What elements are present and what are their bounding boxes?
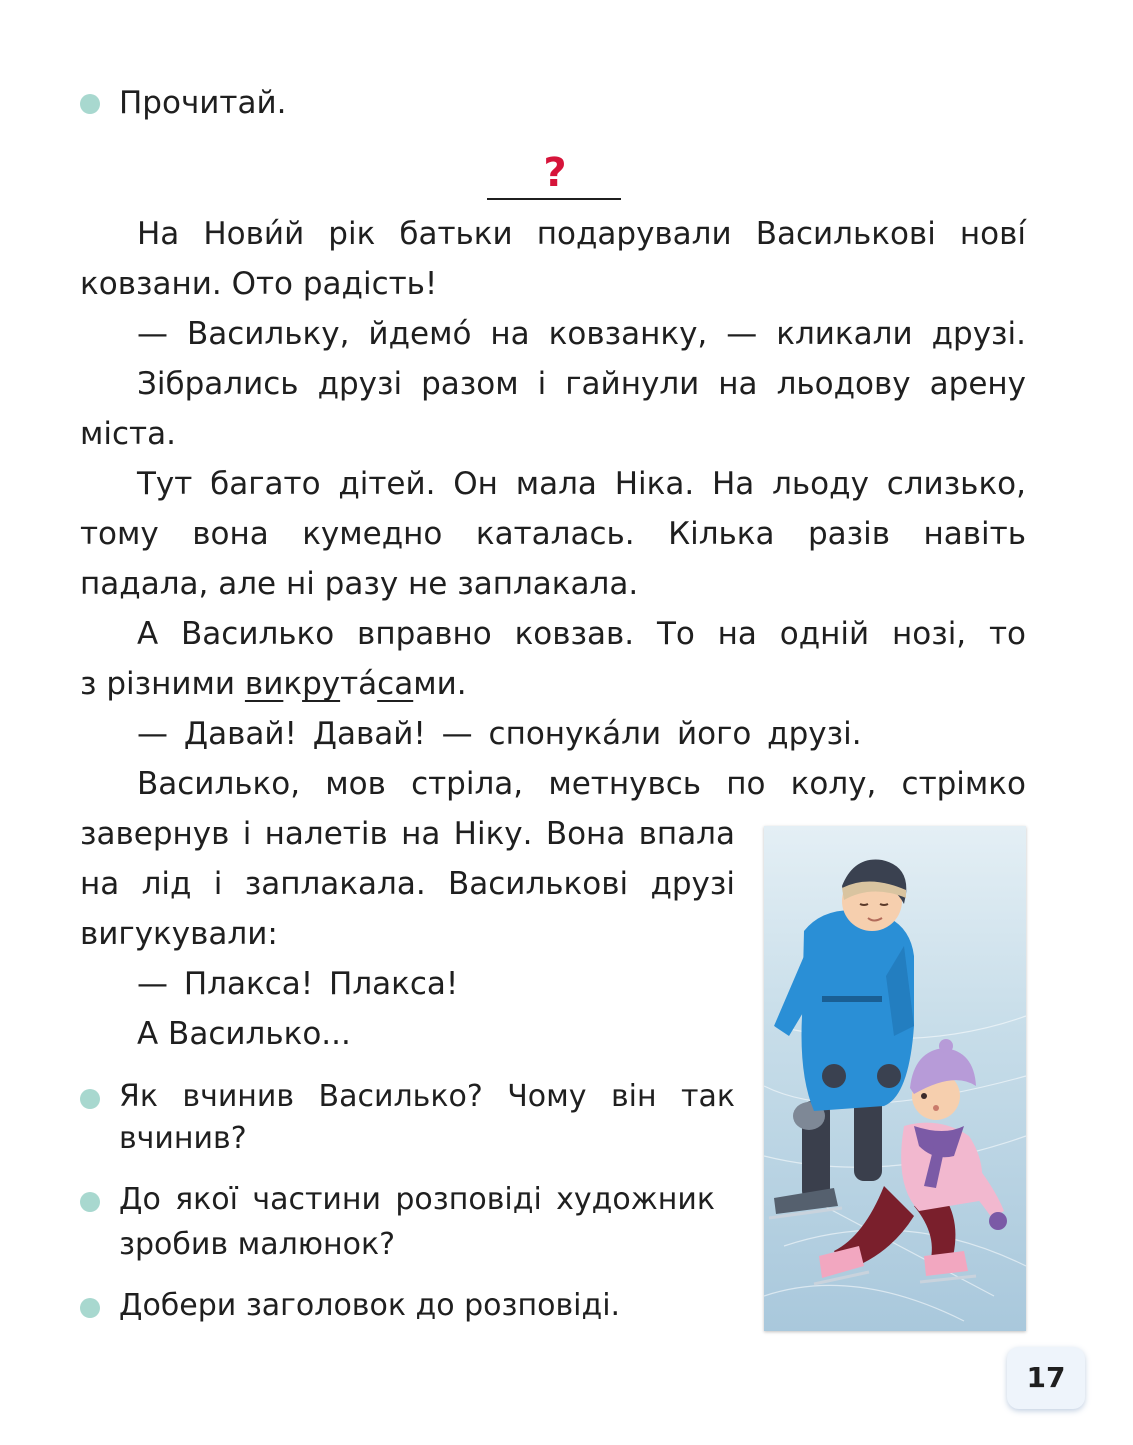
story-line: міста.	[80, 416, 176, 452]
page-number: 17	[1007, 1347, 1085, 1409]
story-line: завернув і налетів на Ніку. Вона впала	[80, 816, 735, 852]
story-line: А Василько...	[137, 1016, 351, 1052]
instruction-text: Прочитай.	[119, 85, 287, 121]
story-line: ковзани. Ото радість!	[80, 266, 438, 302]
title-question-mark: ?	[543, 150, 567, 196]
task-line: До якої частини розповіді художник	[119, 1182, 715, 1217]
syllable: та́	[340, 666, 378, 702]
story-line-with-syllables	[80, 659, 467, 709]
bullet-icon	[80, 1089, 100, 1109]
syllable-underlined: ви	[244, 666, 284, 702]
bullet-icon	[80, 1298, 100, 1318]
task-line: зробив малюнок?	[119, 1227, 396, 1262]
story-line: А Василько вправно ковзав. То на одній нозі, то	[137, 616, 1026, 652]
title-blank-line	[487, 198, 621, 200]
syllable-underlined: са	[377, 666, 414, 702]
story-line: на лід і заплакала. Васильковi друзі	[80, 866, 735, 902]
task-line: вчинив?	[119, 1121, 247, 1156]
syllable: ми.	[413, 666, 467, 702]
story-line: Зібрались друзі разом і гайнули на льодову арену	[137, 366, 1026, 402]
task-line: Як вчинив Василько? Чому він так	[119, 1079, 735, 1114]
bullet-icon	[80, 1192, 100, 1212]
skating-children-icon	[764, 826, 1026, 1331]
syllable-underlined: ру	[302, 666, 341, 702]
story-line: падала, але ні разу не заплакала.	[80, 566, 639, 602]
syllable: к	[283, 666, 303, 702]
story-line: Василько, мов стріла, метнувсь по колу, стрімко	[137, 766, 1026, 802]
story-line: — Васильку, йдемо́ на ковзанку, — кликали друзі.	[137, 316, 1026, 352]
story-text: з різними	[80, 666, 245, 702]
task-line: Добери заголовок до розповіді.	[119, 1288, 621, 1323]
skating-children-illustration	[764, 826, 1026, 1331]
story-line: тому вона кумедно каталась. Кілька разів навіть	[80, 516, 1026, 552]
story-line: Тут багато дітей. Он мала Ніка. На льоду слизько,	[137, 466, 1026, 502]
story-line: — Давай! Давай! — спонука́ли його друзі.	[137, 716, 862, 752]
bullet-icon	[80, 94, 100, 114]
story-line: — Плакса! Плакса!	[137, 966, 459, 1002]
story-line: На Нови́й рік батьки подарували Васильковi нові́	[137, 216, 1026, 252]
story-line: вигукували:	[80, 916, 278, 952]
